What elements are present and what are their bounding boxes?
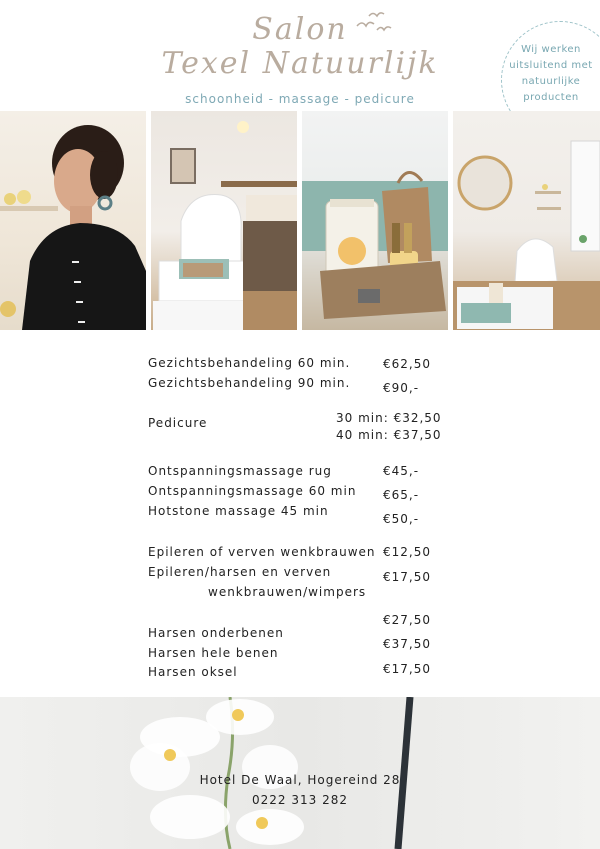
price-hotstone: €50,-: [383, 512, 420, 526]
photo-beautician: [0, 111, 146, 330]
price-ontspanning-rug: €45,-: [383, 464, 420, 478]
price-harsen-hele-benen: €37,50: [383, 637, 431, 651]
service-epileren-harsen-line1: Epileren/harsen en verven: [148, 565, 332, 579]
price-epileren-harsen: €17,50: [383, 570, 431, 584]
badge-line: natuurlijke: [521, 76, 581, 87]
price-ontspanning-60: €65,-: [383, 488, 420, 502]
service-gezicht-90: Gezichtsbehandeling 90 min.: [148, 376, 351, 390]
tagline: schoonheid - massage - pedicure: [185, 92, 415, 106]
footer-orchid-image: [0, 697, 600, 849]
badge-line: uitsluitend met: [509, 60, 593, 71]
service-harsen-oksel: Harsen oksel: [148, 665, 238, 679]
service-ontspanning-rug: Ontspanningsmassage rug: [148, 464, 332, 478]
price-gezicht-60: €62,50: [383, 357, 431, 371]
price-pedicure-30: 30 min: €32,50: [336, 411, 442, 425]
badge-line: Wij werken: [521, 44, 581, 55]
photo-room-mirror: [453, 111, 600, 330]
price-pedicure-40: 40 min: €37,50: [336, 428, 442, 442]
service-pedicure: Pedicure: [148, 416, 208, 430]
footer-address: Hotel De Waal, Hogereind 28: [199, 773, 401, 787]
service-ontspanning-60: Ontspanningsmassage 60 min: [148, 484, 357, 498]
service-epileren-harsen-line2: wenkbrauwen/wimpers: [208, 585, 367, 599]
price-harsen-onderbenen: €27,50: [383, 613, 431, 627]
photo-products-tray: [302, 111, 448, 330]
price-harsen-oksel: €17,50: [383, 662, 431, 676]
service-epileren: Epileren of verven wenkbrauwen: [148, 545, 376, 559]
logo-texel-natuurlijk: Texel Natuurlijk: [161, 46, 439, 81]
logo-salon: Salon: [252, 12, 348, 47]
footer-phone: 0222 313 282: [252, 793, 348, 807]
service-harsen-hele-benen: Harsen hele benen: [148, 646, 279, 660]
service-gezicht-60: Gezichtsbehandeling 60 min.: [148, 356, 351, 370]
birds-icon: [355, 10, 395, 44]
service-hotstone: Hotstone massage 45 min: [148, 504, 329, 518]
service-harsen-onderbenen: Harsen onderbenen: [148, 626, 284, 640]
price-gezicht-90: €90,-: [383, 381, 420, 395]
price-epileren: €12,50: [383, 545, 431, 559]
photo-treatment-room: [151, 111, 297, 330]
badge-line: producten: [523, 92, 579, 103]
